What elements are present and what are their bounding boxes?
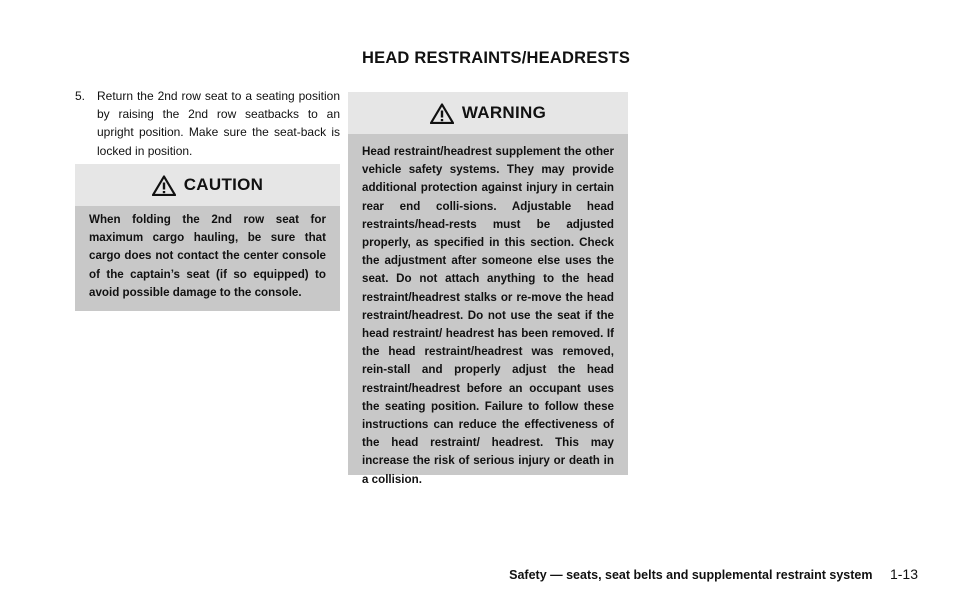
caution-box: [75, 164, 340, 311]
warning-box: [348, 92, 628, 486]
caution-title: CAUTION: [183, 175, 264, 194]
warning-header: [348, 92, 628, 134]
warning-title: WARNING: [461, 103, 547, 122]
step-number: 5.: [75, 89, 86, 103]
page-footer: [509, 566, 918, 582]
caution-text: When folding the 2nd row seat for maximum cargo hauling, be sure that cargo does not contact the center console of the captain’s seat (if so equipped) to avoid possible damage to the console.: [89, 213, 326, 299]
step-text: Return the 2nd row seat to a seating position by raising the 2nd row seatbacks to an upright position. Make sure the seat-back is locked in position.: [97, 89, 340, 158]
page-number: 1-13: [889, 566, 918, 582]
warning-triangle-icon: [430, 103, 454, 124]
footer-chapter-title: Safety — seats, seat belts and supplemental restraint system: [509, 568, 873, 582]
warning-text: Head restraint/headrest supplement the other vehicle safety systems. They may provide additional protection against injury in certain rear end colli-sions. Adjustable head restraints/head-rests must be adjusted properly, as specified in this section. Check the adjustment after someone else uses the seat. Do not attach anything to the head restraint/headrest stalks or re-move the head restraint/headrest. Do not use the seat if the head restraint/ headrest has been removed. If the head restraint/headrest was removed, rein-stall and properly adjust the head restraint/headrest before an occupant uses the seating position. Failure to follow these instructions can reduce the effectiveness of the head restraint/ headrest. This may increase the risk of serious injury or death in a collision.: [362, 145, 614, 486]
caution-header: [75, 164, 340, 206]
section-title: HEAD RESTRAINTS/HEADRESTS: [362, 49, 631, 67]
warning-triangle-icon: [152, 175, 176, 196]
step-item: [75, 87, 340, 160]
